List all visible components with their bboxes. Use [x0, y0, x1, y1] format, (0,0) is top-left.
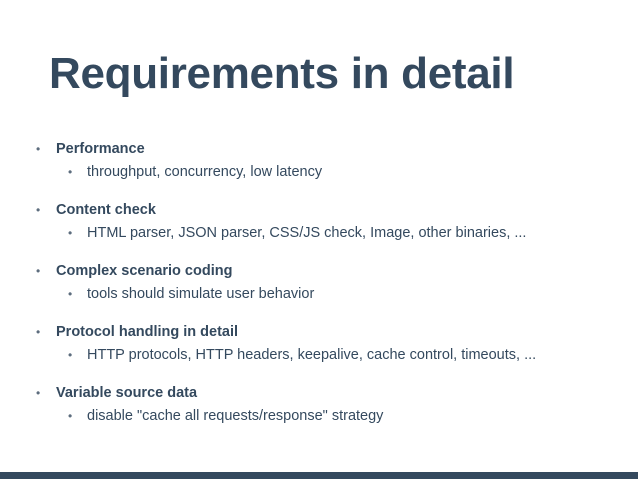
- sub-bullet-icon: •: [68, 287, 73, 301]
- list-item: [36, 201, 626, 262]
- bullet-detail: HTML parser, JSON parser, CSS/JS check, Image, other binaries, ...: [87, 225, 527, 241]
- bullet-detail: throughput, concurrency, low latency: [87, 164, 323, 180]
- sub-bullet-icon: •: [68, 348, 73, 362]
- bullet-heading: Content check: [56, 202, 156, 218]
- bullet-heading: Protocol handling in detail: [56, 324, 239, 340]
- bullet-icon: •: [36, 325, 41, 339]
- bullet-heading: Variable source data: [56, 385, 198, 401]
- bullet-icon: •: [36, 142, 41, 156]
- list-item: [36, 262, 626, 323]
- bullet-heading: Complex scenario coding: [56, 263, 233, 279]
- bullet-icon: •: [36, 264, 41, 278]
- list-item: [36, 323, 626, 384]
- bullet-heading: Performance: [56, 141, 145, 157]
- sub-bullet-icon: •: [68, 226, 73, 240]
- bullet-icon: •: [36, 386, 41, 400]
- list-item: [36, 140, 626, 201]
- bullet-list: [36, 140, 626, 445]
- slide-title: Requirements in detail: [49, 49, 515, 98]
- bullet-detail: HTTP protocols, HTTP headers, keepalive, cache control, timeouts, ...: [87, 347, 537, 363]
- sub-bullet-icon: •: [68, 409, 73, 423]
- bullet-icon: •: [36, 203, 41, 217]
- sub-bullet-icon: •: [68, 165, 73, 179]
- bullet-detail: disable "cache all requests/response" strategy: [87, 408, 384, 424]
- bullet-detail: tools should simulate user behavior: [87, 286, 315, 302]
- bottom-bar: [0, 472, 638, 479]
- list-item: [36, 384, 626, 445]
